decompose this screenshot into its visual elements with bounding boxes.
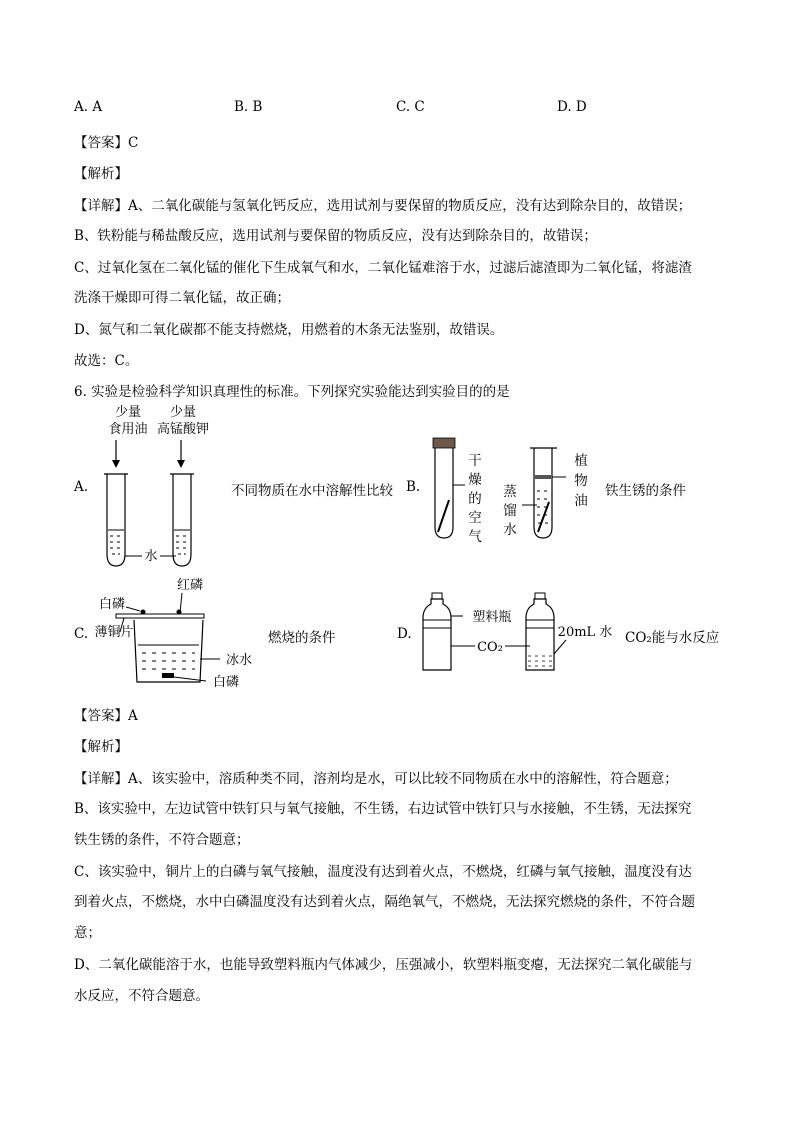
q6-detail-line-1 bbox=[74, 767, 678, 787]
detail-label: 【详解】 bbox=[74, 771, 128, 787]
water-volume-label: 20mL 水 bbox=[557, 625, 613, 640]
detail-label: 【详解】 bbox=[74, 198, 128, 214]
plant-oil-2: 物 bbox=[574, 473, 588, 489]
iron-nail-icon bbox=[438, 500, 449, 532]
beaker bbox=[134, 620, 203, 682]
q5-detail-line-5: D、氮气和二氧化碳都不能支持燃烧，用燃着的木条无法鉴别，故错误。 bbox=[74, 322, 504, 338]
q5-answer-row bbox=[74, 131, 138, 151]
option-a-letter: A. bbox=[74, 479, 89, 495]
red-phosphorus-label: 红磷 bbox=[176, 578, 204, 593]
q6-detail-line-4: C、该实验中，铜片上的白磷与氧气接触，温度没有达到着火点，不燃烧，红磷与氧气接触，温度没有达 bbox=[74, 864, 692, 880]
q5-detail-line-2: B、铁粉能与稀盐酸反应，选用试剂与要保留的物质反应，没有达到除杂目的，故错误； bbox=[74, 228, 597, 244]
option-c-caption: 燃烧的条件 bbox=[268, 630, 336, 646]
white-phosphorus-top-label: 白磷 bbox=[98, 597, 126, 612]
plant-oil-1: 植 bbox=[574, 453, 588, 469]
ice-water-label: 冰水 bbox=[225, 653, 253, 668]
plastic-bottle-right bbox=[526, 593, 554, 670]
option-b-caption: 铁生锈的条件 bbox=[605, 483, 686, 499]
option-b-letter: B. bbox=[406, 479, 421, 495]
kmno4-label-1: 少量 bbox=[169, 405, 197, 420]
q5-option-c: C. C bbox=[396, 99, 425, 115]
distilled-1: 蒸 bbox=[503, 484, 517, 500]
test-tube-left bbox=[104, 474, 128, 566]
option-a-diagram bbox=[90, 402, 230, 572]
plastic-bottle-left bbox=[423, 593, 451, 670]
copper-sheet bbox=[116, 614, 204, 618]
q5-detail-line-3: C、过氧化氢在二氧化锰的催化下生成氧气和水，二氧化锰难溶于水，过滤后滤渣即为二氧化锰，将滤渣 bbox=[74, 260, 692, 276]
q5-detail-line-4: 洗涤干燥即可得二氧化锰，故正确； bbox=[74, 290, 290, 306]
q6-answer-row bbox=[74, 704, 138, 724]
dry-air-5: 气 bbox=[468, 529, 482, 545]
distilled-2: 馏 bbox=[503, 503, 517, 519]
q6-detail-line-6: 意； bbox=[74, 925, 101, 941]
dry-air-1: 干 bbox=[468, 453, 482, 469]
q5-option-b: B. B bbox=[234, 99, 263, 115]
bottle-label: 塑料瓶 bbox=[472, 610, 512, 625]
q6-detail-line-2: B、该实验中，左边试管中铁钉只与氧气接触，不生锈，右边试管中铁钉只与水接触，不生锈，无法探究 bbox=[74, 801, 692, 817]
submerged-white-phosphorus bbox=[162, 673, 174, 678]
test-tube-right bbox=[170, 474, 194, 566]
dry-air-2: 燥 bbox=[468, 472, 482, 488]
option-c-diagram bbox=[90, 573, 265, 693]
oil-label-1: 少量 bbox=[114, 405, 142, 420]
q6-detail-line-8: 水反应，不符合题意。 bbox=[74, 988, 209, 1004]
q5-detail-line-1 bbox=[74, 194, 691, 214]
water-label: 水 bbox=[144, 549, 158, 564]
red-phosphorus-dot bbox=[177, 610, 182, 615]
q5-analysis-label: 【解析】 bbox=[74, 166, 128, 182]
iron-nail-icon bbox=[538, 502, 549, 532]
white-phosphorus-bottom-label: 白磷 bbox=[212, 675, 240, 690]
option-b-diagram bbox=[425, 435, 600, 550]
q6-analysis-label: 【解析】 bbox=[74, 739, 128, 755]
q6-detail-line-5: 到着火点，不燃烧，水中白磷温度没有达到着火点，隔绝氧气，不燃烧，无法探究燃烧的条件，不符合题 bbox=[74, 894, 695, 910]
option-d-caption: CO₂能与水反应 bbox=[625, 630, 720, 646]
q6-detail-line-3: 铁生锈的条件，不符合题意； bbox=[74, 832, 250, 848]
white-phosphorus-dot bbox=[141, 610, 146, 615]
plant-oil-3: 油 bbox=[574, 493, 588, 509]
answer-label: 【答案】 bbox=[74, 708, 128, 724]
co2-label: CO₂ bbox=[477, 640, 503, 655]
q6-detail-line-7: D、二氧化碳能溶于水，也能导致塑料瓶内气体减少，压强减小，软塑料瓶变瘪，无法探究二氧化碳能与 bbox=[74, 957, 693, 973]
detail-text: A、该实验中，溶质种类不同，溶剂均是水，可以比较不同物质在水中的溶解性，符合题意； bbox=[128, 771, 678, 787]
option-d-diagram bbox=[420, 590, 620, 675]
q5-conclusion: 故选：C。 bbox=[74, 353, 139, 369]
kmno4-label-2: 高锰酸钾 bbox=[156, 422, 210, 437]
detail-text: A、二氧化碳能与氢氧化钙反应，选用试剂与要保留的物质反应，没有达到除杂目的，故错误； bbox=[128, 198, 692, 214]
oil-water-tube bbox=[530, 448, 557, 538]
stopper-icon bbox=[433, 438, 455, 448]
dry-air-3: 的 bbox=[468, 491, 482, 507]
option-c-letter: C. bbox=[74, 626, 89, 642]
oil-layer bbox=[535, 475, 551, 479]
copper-label: 薄铜片 bbox=[94, 625, 134, 640]
answer-label: 【答案】 bbox=[74, 135, 128, 151]
answer-value: C bbox=[128, 135, 139, 151]
distilled-3: 水 bbox=[503, 522, 517, 538]
answer-value: A bbox=[128, 708, 138, 724]
q5-option-a: A. A bbox=[74, 99, 103, 115]
stoppered-tube bbox=[433, 438, 455, 538]
q6-stem: 6. 实验是检验科学知识真理性的标准。下列探究实验能达到实验目的的是 bbox=[74, 384, 510, 400]
q5-option-d: D. D bbox=[557, 99, 587, 115]
option-a-caption: 不同物质在水中溶解性比较 bbox=[231, 483, 393, 499]
dry-air-4: 空 bbox=[468, 510, 482, 526]
option-d-letter: D. bbox=[397, 626, 412, 642]
oil-label-2: 食用油 bbox=[108, 422, 148, 437]
